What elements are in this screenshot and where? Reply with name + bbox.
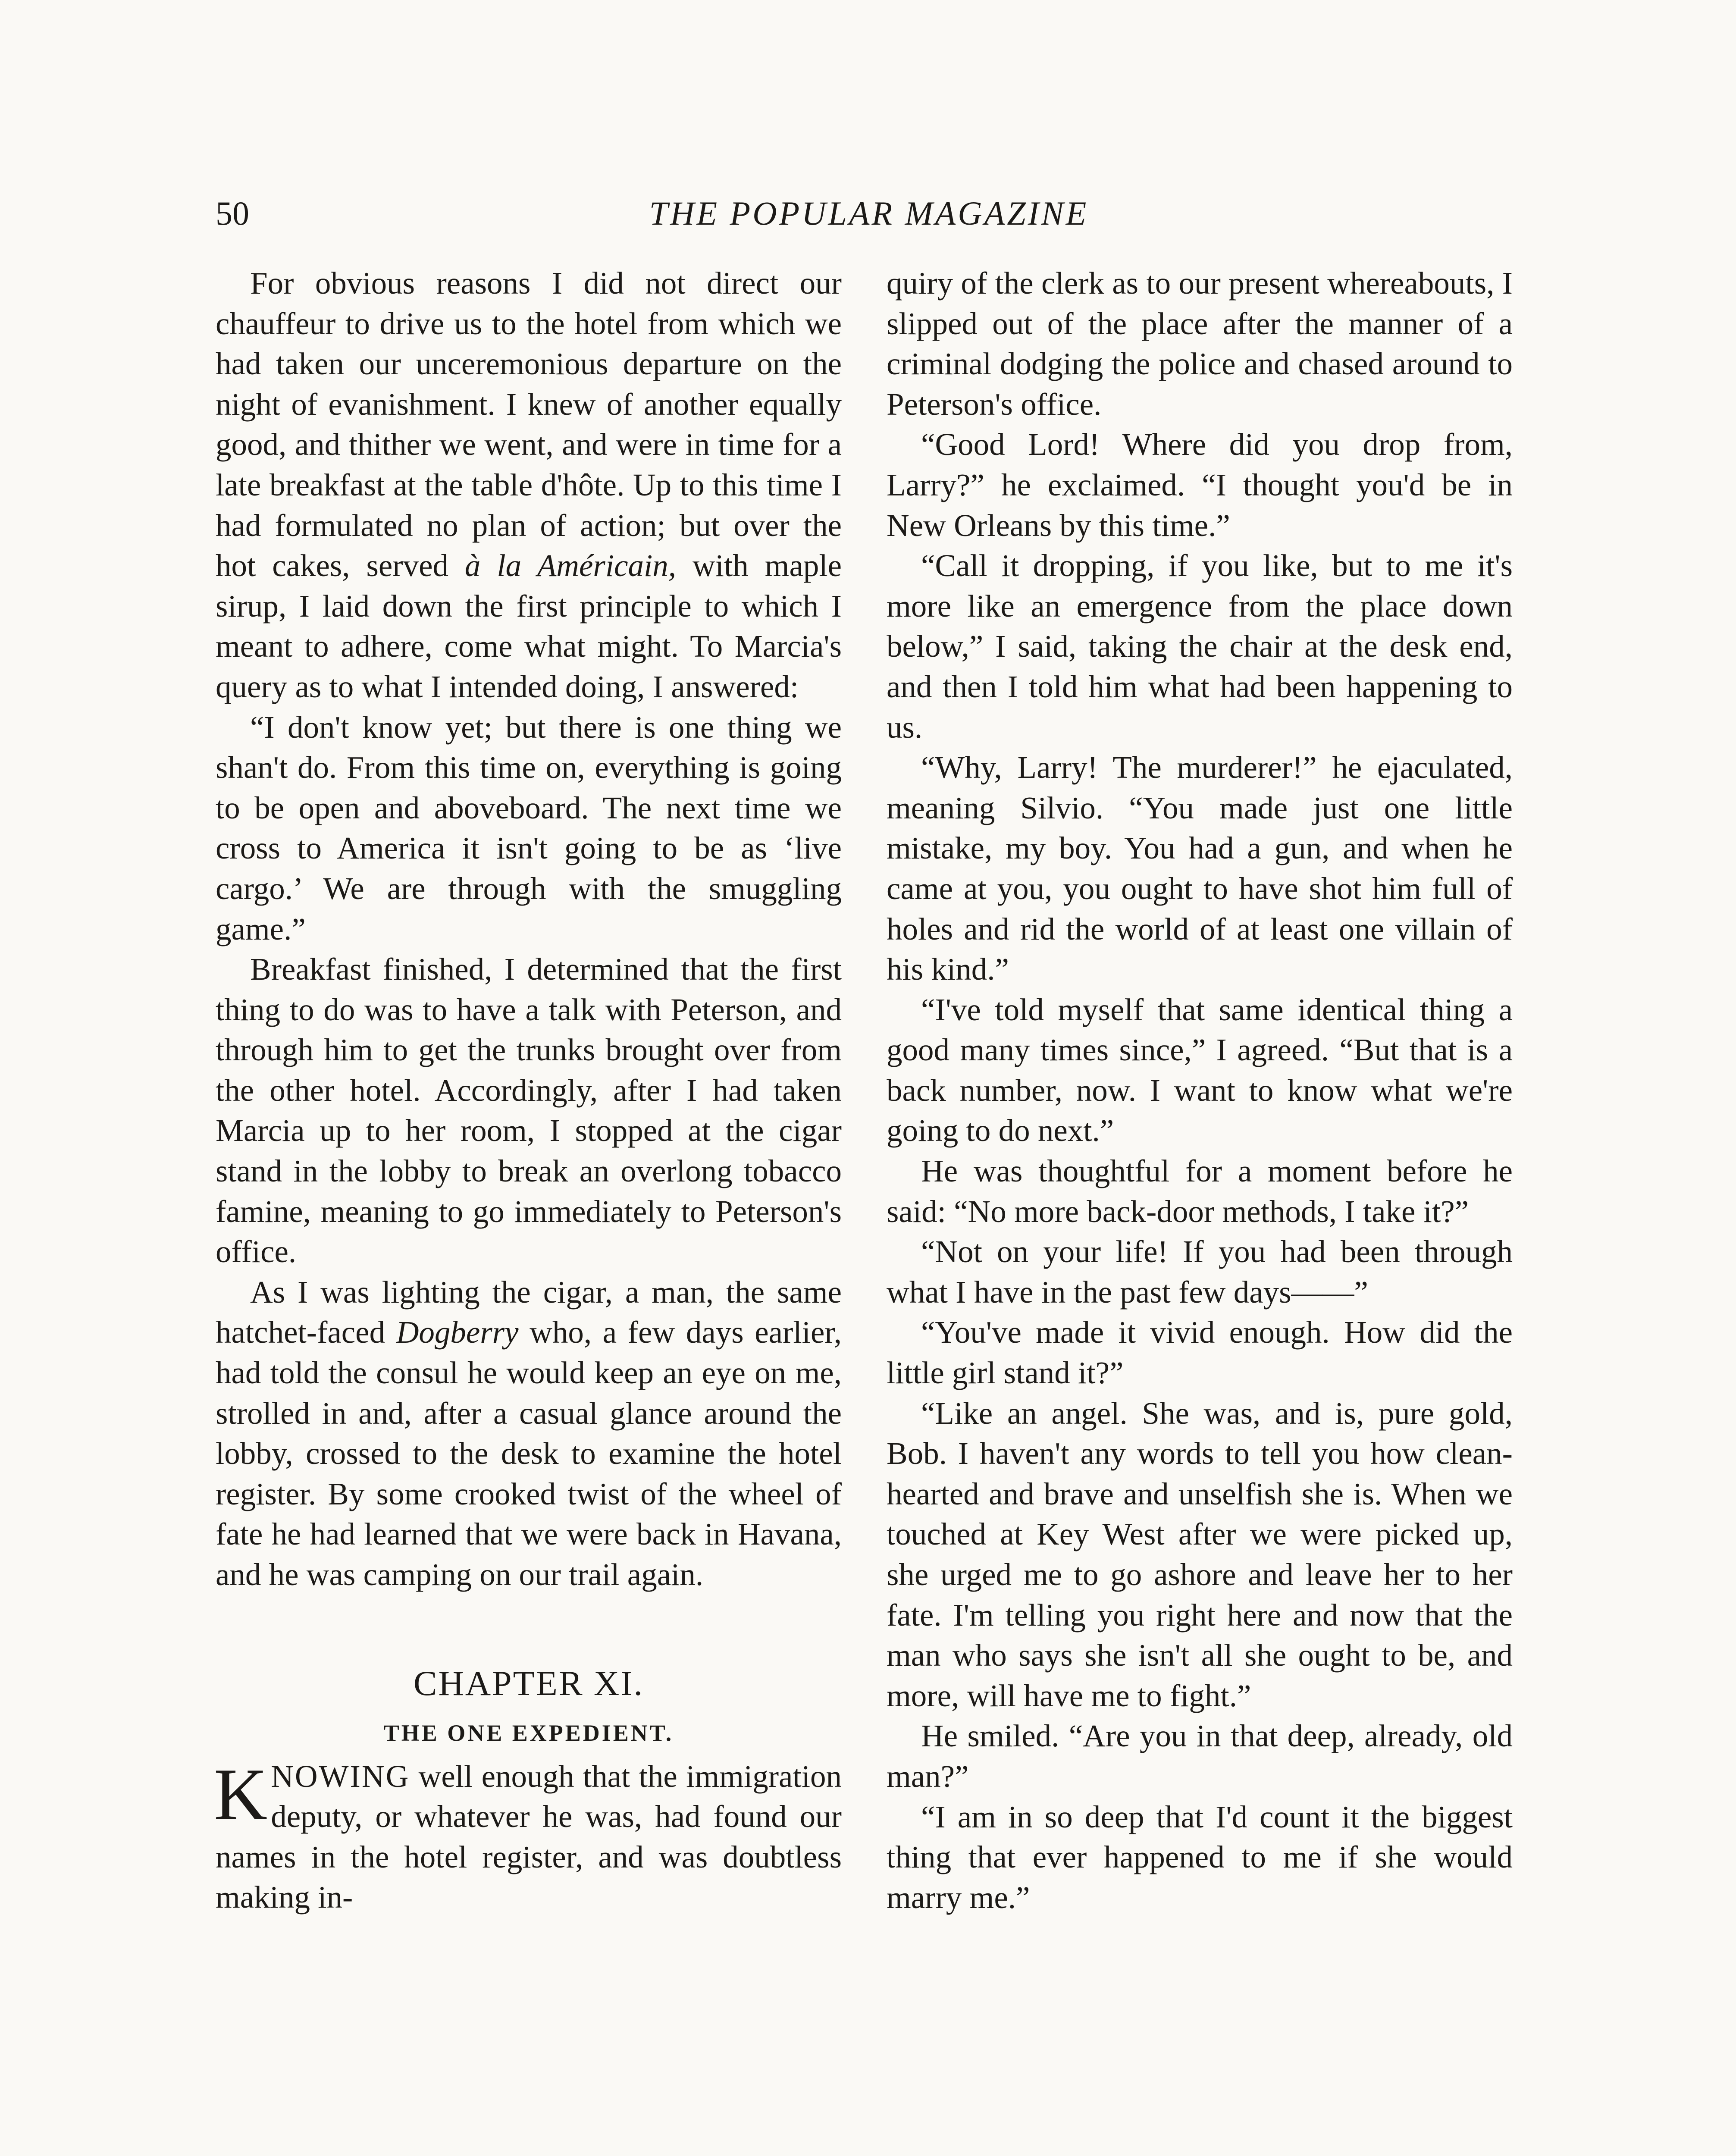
paragraph: He was thoughtful for a moment before he said: “No more back-door methods, I take it?” bbox=[887, 1153, 1513, 1229]
paragraph: “Like an angel. She was, and is, pure gold, Bob. I haven't any words to tell you how clean-hearted and brave and unselfish she is. When we touched at Key West after we were picked up, she urged me to go ashore and leave her to her fate. I'm telling you right here and now that the man who says she isn't all she ought to be, and more, will have me to fight.” bbox=[887, 1395, 1513, 1713]
paragraph: “I've told myself that same identical thing a good many times since,” I agreed. “But that is a back number, now. I want to know what we're going to do next.” bbox=[887, 992, 1513, 1148]
paragraph-text: As I was lighting the cigar, a man, the same hatchet-faced bbox=[216, 1274, 842, 1350]
paragraph-text: well enough that the immigration deputy, or whatever he was, had found our names in the hotel register, and was doubtless making in- bbox=[216, 1758, 842, 1915]
paragraph bbox=[216, 1272, 842, 1595]
paragraph-text: who, a few days earlier, had told the consul he would keep an eye on me, strolled in and, after a casual glance around the lobby, crossed to the desk to examine the hotel register. By some crooked twist of the wheel of fate he had learned that we were back in Havana, and he was camping on our trail again. bbox=[216, 1315, 842, 1592]
paragraph: “You've made it vivid enough. How did the little girl stand it?” bbox=[887, 1315, 1513, 1391]
paragraph-text: For obvious reasons I did not direct our chauffeur to drive us to the hotel from which we had taken our unceremonious departure on the night of evanishment. I knew of another equally good, and thither we went, and were in time for a late breakfast at the table d'hôte. Up to this time I had formulated no plan of action; but over the hot cakes, served bbox=[216, 266, 842, 583]
page-number: 50 bbox=[216, 194, 249, 232]
paragraph: “Good Lord! Where did you drop from, Larry?” he exclaimed. “I thought you'd be in New Orleans by this time.” bbox=[887, 427, 1513, 543]
page-header bbox=[216, 190, 1522, 237]
paragraph: He smiled. “Are you in that deep, already, old man?” bbox=[887, 1718, 1513, 1794]
paragraph: “I don't know yet; but there is one thing we shan't do. From this time on, everything is going to be open and aboveboard. The next time we cross to America it isn't going to be as ‘live cargo.’ We are through with the smuggling game.” bbox=[216, 709, 842, 946]
paragraph-text: with maple sirup, I laid down the first principle to which I meant to adhere, come what might. To Marcia's query as to what I intended doing, I answered: bbox=[216, 548, 842, 704]
right-column bbox=[887, 263, 1513, 1918]
left-column bbox=[216, 263, 842, 1918]
drop-cap: K bbox=[214, 1753, 268, 1836]
paragraph bbox=[216, 263, 842, 707]
running-head: THE POPULAR MAGAZINE bbox=[649, 194, 1089, 232]
chapter-subtitle: THE ONE EXPEDIENT. bbox=[383, 1720, 674, 1746]
continued-paragraph: quiry of the clerk as to our present whereabouts, I slipped out of the place after the manner of a criminal dodging the police and chased around to Peterson's office. bbox=[887, 266, 1513, 422]
paragraph: “I am in so deep that I'd count it the biggest thing that ever happened to me if she would marry me.” bbox=[887, 1799, 1513, 1915]
italic-name: Dogberry bbox=[396, 1315, 519, 1350]
paragraph: Breakfast finished, I determined that the first thing to do was to have a talk with Peterson, and through him to get the trunks brought over from the other hotel. Accordingly, after I had taken Marcia up to her room, I stopped at the cigar stand in the lobby to break an overlong tobacco famine, meaning to go immediately to Peterson's office. bbox=[216, 952, 842, 1269]
paragraph: “Why, Larry! The murderer!” he ejaculated, meaning Silvio. “You made just one little mistake, my boy. You had a gun, and when he came at you, you ought to have shot him full of holes and rid the world of at least one villain of his kind.” bbox=[887, 750, 1513, 987]
lead-word: NOWING bbox=[271, 1758, 410, 1794]
chapter-title: CHAPTER XI. bbox=[413, 1663, 644, 1703]
italic-phrase: à la Américain, bbox=[464, 548, 677, 583]
paragraph: “Not on your life! If you had been through what I have in the past few days——” bbox=[887, 1234, 1513, 1310]
paragraph: “Call it dropping, if you like, but to me it's more like an emergence from the place down below,” I said, taking the chair at the desk end, and then I told him what had been happening to us. bbox=[887, 548, 1513, 745]
chapter-opening-paragraph bbox=[214, 1753, 842, 1918]
